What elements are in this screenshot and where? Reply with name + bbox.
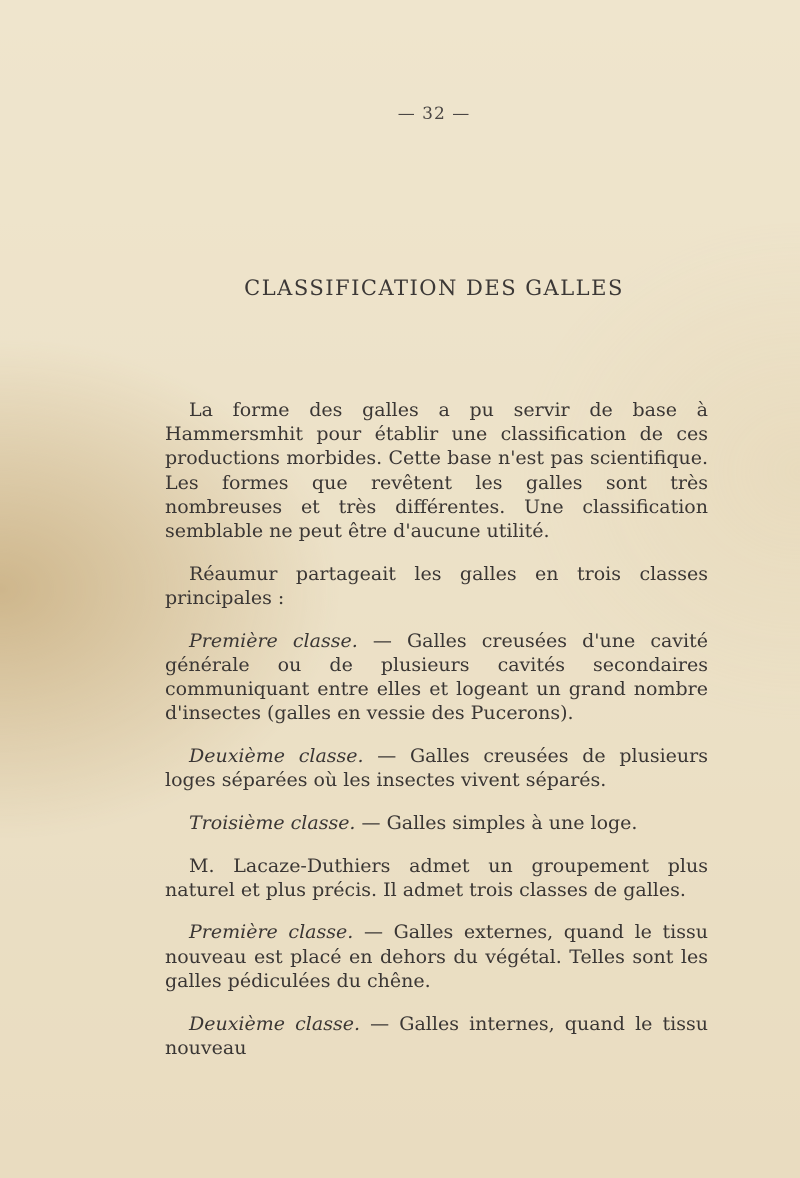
paragraph-text: — Galles internes, quand le tissu nouveau xyxy=(165,1012,708,1059)
body-text xyxy=(165,398,708,1060)
paragraph-text: — Galles creusées de plusieurs loges séparées où les insectes vivent séparés. xyxy=(165,744,708,792)
paragraph-lead: Première classe. xyxy=(189,629,358,652)
paragraph-lead: Deuxième classe. xyxy=(189,744,364,767)
paragraph-lead: Première classe. xyxy=(189,921,354,944)
paragraph xyxy=(165,629,708,726)
paragraph-lead: Troisième classe. xyxy=(189,811,356,834)
paragraph-text: — Galles creusées d'une cavité générale ou de plusieurs cavités secondaires communiquant entre elles et logeant un grand nombre d'insectes (galles en vessie des Pucerons). xyxy=(165,629,708,725)
section-title: CLASSIFICATION DES GALLES xyxy=(244,276,624,300)
paragraph-text: — Galles externes, quand le tissu nouveau est placé en dehors du végétal. Telles sont les galles pédiculées du chêne. xyxy=(165,921,708,992)
paragraph-text: Réaumur partageait les galles en trois classes principales : xyxy=(165,562,708,609)
paragraph-text: La forme des galles a pu servir de base à Hammersmhit pour établir une classification de ces productions morbides. Cette base n'est pas scientifique. Les formes que revêtent les galles sont très nombreuses et très différentes. Une classification semblable ne peut être d'aucune utilité. xyxy=(165,399,708,543)
paragraph xyxy=(165,920,708,993)
paragraph xyxy=(165,854,708,902)
paragraph-text: — Galles simples à une loge. xyxy=(355,811,638,834)
paragraph-text: M. Lacaze-Duthiers admet un groupement plus naturel et plus précis. Il admet trois classes de galles. xyxy=(165,854,708,901)
paragraph xyxy=(165,1012,708,1060)
paragraph xyxy=(165,562,708,610)
paragraph xyxy=(165,811,708,835)
page-number: — 32 — xyxy=(397,104,471,124)
paragraph xyxy=(165,744,708,792)
paragraph xyxy=(165,398,708,543)
paragraph-lead: Deuxième classe. xyxy=(189,1012,360,1035)
